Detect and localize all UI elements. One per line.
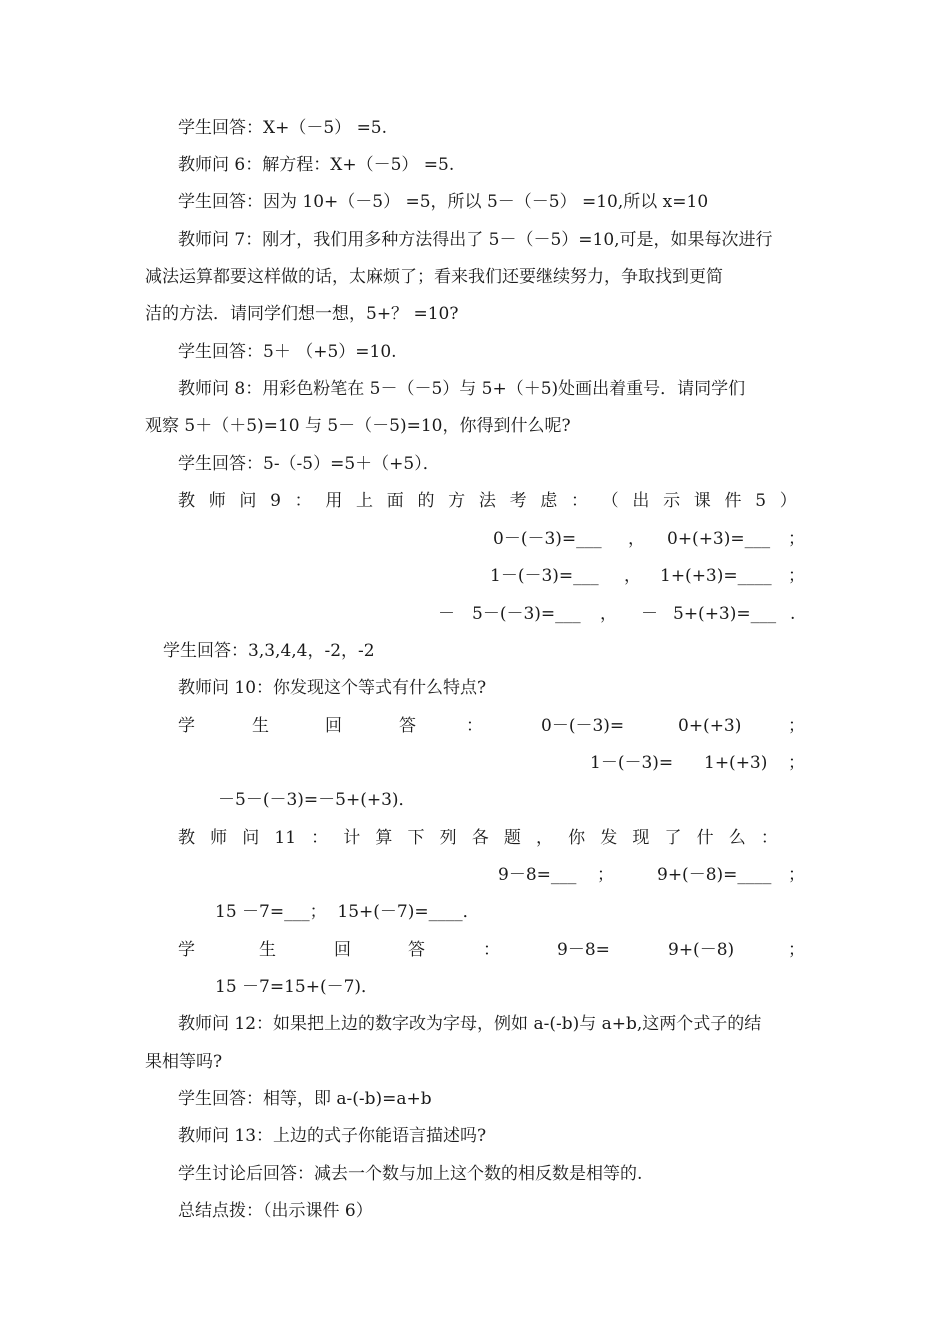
student-answer-line: 学生回答：3,3,4,4，-2，-2 bbox=[163, 641, 375, 661]
char: 了 bbox=[664, 828, 682, 848]
char: 师 bbox=[208, 491, 226, 511]
char: 各 bbox=[471, 828, 489, 848]
equation: 9－8=___ bbox=[498, 865, 577, 885]
teacher-question-6: 教师问 6：解方程：X+（－5） =5. bbox=[178, 155, 455, 175]
char: 法 bbox=[478, 491, 496, 511]
teacher-question-10: 教师问 10：你发现这个等式有什么特点? bbox=[178, 678, 487, 698]
char: ： bbox=[483, 940, 500, 960]
char: 问 bbox=[242, 828, 260, 848]
char: 回 bbox=[334, 940, 351, 960]
equation-line: －5－(－3)=－5+(+3)． bbox=[218, 790, 416, 810]
separator: ； bbox=[788, 865, 805, 885]
char: 学 bbox=[178, 940, 195, 960]
equation: 9+(－8) bbox=[668, 940, 735, 960]
summary-heading: 总结点拨：（出示课件 6） bbox=[178, 1201, 373, 1221]
char: 生 bbox=[259, 940, 276, 960]
char: 么 bbox=[728, 828, 746, 848]
char: ） bbox=[779, 491, 797, 511]
char: ： bbox=[294, 491, 312, 511]
minus-sign: － bbox=[641, 604, 658, 624]
char: 什 bbox=[696, 828, 714, 848]
char: 生 bbox=[252, 716, 269, 736]
char: 现 bbox=[632, 828, 650, 848]
teacher-question-9 bbox=[178, 489, 797, 513]
separator: ； bbox=[597, 865, 614, 885]
separator: ； bbox=[788, 940, 805, 960]
teacher-question-7: 教师问 7：刚才，我们用多种方法得出了 5－（－5）=10,可是，如果每次进行 bbox=[178, 230, 773, 250]
char: 用 bbox=[325, 491, 343, 511]
char: 出 bbox=[632, 491, 650, 511]
student-discussion-answer: 学生讨论后回答：减去一个数与加上这个数的相反数是相等的. bbox=[178, 1164, 643, 1184]
equation: 1+(+3) bbox=[704, 753, 768, 773]
char: 考 bbox=[509, 491, 527, 511]
char: 面 bbox=[386, 491, 404, 511]
char: 件 bbox=[724, 491, 742, 511]
char: ： bbox=[570, 491, 588, 511]
char: 课 bbox=[693, 491, 711, 511]
separator: ； bbox=[788, 529, 805, 549]
separator: ； bbox=[788, 753, 805, 773]
teacher-question-12: 教师问 12：如果把上边的数字改为字母，例如 a-(-b)与 a+b,这两个式子的结 bbox=[178, 1014, 762, 1034]
separator: ， bbox=[628, 529, 645, 549]
separator: ； bbox=[788, 716, 805, 736]
char: （ bbox=[601, 491, 619, 511]
separator: ， bbox=[624, 566, 641, 586]
equation: 1－(－3)= bbox=[590, 753, 674, 773]
char: 下 bbox=[407, 828, 425, 848]
char: 题 bbox=[503, 828, 521, 848]
equation: 0－(－3)= bbox=[541, 716, 625, 736]
equation: 0+(+3)=___ bbox=[667, 529, 771, 549]
equation: 5－(－3)=___ bbox=[472, 604, 581, 624]
char: 上 bbox=[356, 491, 374, 511]
student-answer-line: 学生回答：5＋ （+5）=10. bbox=[178, 342, 397, 362]
char: ， bbox=[536, 828, 554, 848]
equation: 9+(－8)=____ bbox=[657, 865, 772, 885]
equation: 9－8= bbox=[557, 940, 610, 960]
char: 答 bbox=[399, 716, 416, 736]
separator: ， bbox=[600, 604, 617, 624]
char: 示 bbox=[663, 491, 681, 511]
char: 的 bbox=[417, 491, 435, 511]
char: 算 bbox=[375, 828, 393, 848]
equation-line: 15 －7=15+(－7)． bbox=[215, 977, 379, 997]
paragraph-line: 减法运算都要这样做的话，太麻烦了；看来我们还要继续努力，争取找到更简 bbox=[145, 267, 723, 287]
paragraph-line: 观察 5＋（＋5)=10 与 5－（－5)=10，你得到什么呢? bbox=[145, 416, 571, 436]
equation: 1+(+3)=____ bbox=[660, 566, 772, 586]
char: 答 bbox=[408, 940, 425, 960]
char: 问 bbox=[239, 491, 257, 511]
char: ： bbox=[466, 716, 483, 736]
char: 9 bbox=[270, 491, 281, 511]
char: 师 bbox=[210, 828, 228, 848]
separator: ； bbox=[788, 566, 805, 586]
equation: 1－(－3)=___ bbox=[490, 566, 599, 586]
teacher-question-13: 教师问 13：上边的式子你能语言描述吗? bbox=[178, 1126, 487, 1146]
char: 教 bbox=[178, 491, 195, 511]
student-answer-line: 学生回答：5-（-5）=5＋（+5）． bbox=[178, 454, 440, 474]
char: ： bbox=[311, 828, 329, 848]
equation-line: 15 －7=___； 15+(－7)=____． bbox=[215, 902, 480, 922]
student-answer-line: 学生回答：相等，即 a-(-b)=a+b bbox=[178, 1089, 432, 1109]
char: ： bbox=[760, 828, 778, 848]
char: 11 bbox=[274, 828, 297, 848]
char: 5 bbox=[755, 491, 767, 511]
student-answer-line: 学生回答：因为 10+（－5） =5，所以 5－（－5） =10,所以 x=10 bbox=[178, 192, 709, 212]
equation: 0+(+3) bbox=[678, 716, 742, 736]
char: 计 bbox=[343, 828, 361, 848]
char: 列 bbox=[439, 828, 457, 848]
minus-sign: － bbox=[438, 604, 455, 624]
separator: . bbox=[790, 604, 796, 624]
teacher-question-11 bbox=[178, 826, 778, 850]
paragraph-line: 洁的方法．请同学们想一想，5+？ =10? bbox=[145, 304, 459, 324]
char: 发 bbox=[600, 828, 618, 848]
char: 虑 bbox=[540, 491, 558, 511]
char: 方 bbox=[448, 491, 466, 511]
equation: 5+(+3)=___ bbox=[673, 604, 777, 624]
student-answer-line: 学生回答：X+（－5） =5. bbox=[178, 118, 388, 138]
char: 教 bbox=[178, 828, 195, 848]
teacher-question-8: 教师问 8：用彩色粉笔在 5－（－5）与 5+（＋5)处画出着重号．请同学们 bbox=[178, 379, 746, 399]
char: 学 bbox=[178, 716, 195, 736]
char: 回 bbox=[325, 716, 342, 736]
equation: 0－(－3)=___ bbox=[493, 529, 602, 549]
char: 你 bbox=[568, 828, 586, 848]
paragraph-line: 果相等吗? bbox=[145, 1052, 223, 1072]
